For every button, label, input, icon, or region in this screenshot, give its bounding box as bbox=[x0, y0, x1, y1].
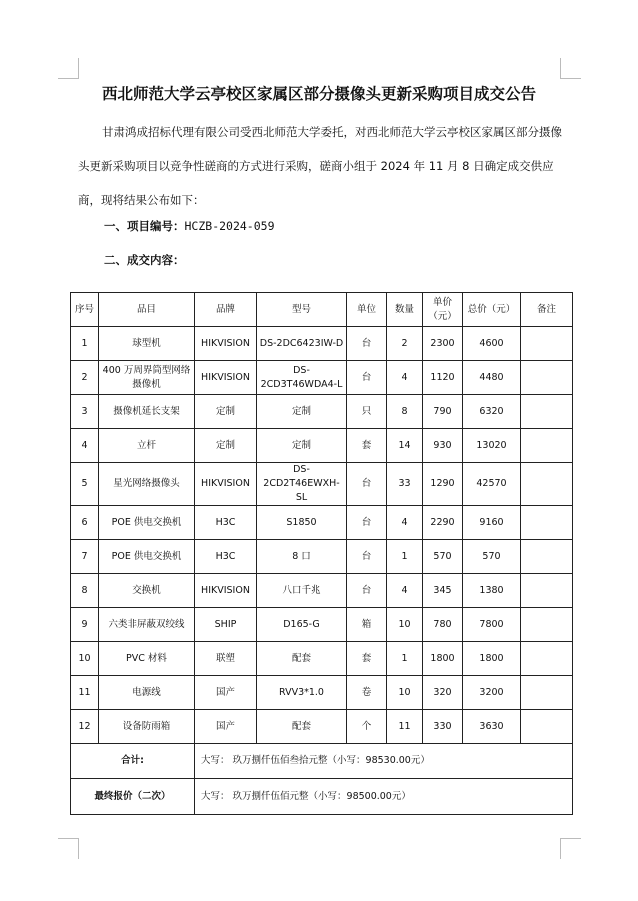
cell-brand: 国产 bbox=[195, 710, 257, 744]
header-price: 单价（元） bbox=[423, 293, 463, 327]
table-row bbox=[71, 608, 573, 642]
final-quote-row-label: 最终报价（二次） bbox=[71, 779, 195, 815]
cell-price: 2290 bbox=[423, 506, 463, 540]
total-sum-row-label: 合计: bbox=[71, 744, 195, 779]
cell-total: 3630 bbox=[463, 710, 521, 744]
cell-unit: 套 bbox=[347, 642, 387, 676]
cell-note bbox=[521, 463, 573, 506]
cell-total: 570 bbox=[463, 540, 521, 574]
project-number-value: HCZB-2024-059 bbox=[184, 219, 275, 233]
final-quote-row-value: 大写： 玖万捌仟伍佰元整（小写：98500.00元） bbox=[195, 779, 573, 815]
cell-no: 8 bbox=[71, 574, 99, 608]
header-model: 型号 bbox=[257, 293, 347, 327]
cell-price: 570 bbox=[423, 540, 463, 574]
cell-unit: 卷 bbox=[347, 676, 387, 710]
cell-qty: 4 bbox=[387, 574, 423, 608]
cell-unit: 只 bbox=[347, 395, 387, 429]
cell-unit: 台 bbox=[347, 574, 387, 608]
cell-qty: 8 bbox=[387, 395, 423, 429]
cell-qty: 14 bbox=[387, 429, 423, 463]
cell-price: 1120 bbox=[423, 361, 463, 395]
cell-unit: 箱 bbox=[347, 608, 387, 642]
cell-total: 3200 bbox=[463, 676, 521, 710]
intro-paragraph: 甘肃鸿成招标代理有限公司受西北师范大学委托，对西北师范大学云亭校区家属区部分摄像头更新采购项目以竞争性磋商的方式进行采购，磋商小组于 2024 年 11 月 8 日确定成交供应商，现将结果公布如下： bbox=[78, 125, 562, 207]
cell-model: 定制 bbox=[257, 429, 347, 463]
cell-brand: 联塑 bbox=[195, 642, 257, 676]
table-row bbox=[71, 506, 573, 540]
total-sum-row bbox=[71, 744, 573, 779]
cell-qty: 4 bbox=[387, 361, 423, 395]
cell-note bbox=[521, 574, 573, 608]
cell-brand: HIKVISION bbox=[195, 463, 257, 506]
cell-qty: 1 bbox=[387, 540, 423, 574]
cell-no: 12 bbox=[71, 710, 99, 744]
cell-model: D165-G bbox=[257, 608, 347, 642]
cell-model: 八口千兆 bbox=[257, 574, 347, 608]
cell-note bbox=[521, 540, 573, 574]
cell-brand: HIKVISION bbox=[195, 327, 257, 361]
header-total: 总价（元） bbox=[463, 293, 521, 327]
cell-no: 3 bbox=[71, 395, 99, 429]
corner-mark-bottom-left bbox=[58, 838, 79, 859]
cell-brand: SHIP bbox=[195, 608, 257, 642]
cell-model: 定制 bbox=[257, 395, 347, 429]
cell-total: 13020 bbox=[463, 429, 521, 463]
document-title: 西北师范大学云亭校区家属区部分摄像头更新采购项目成交公告 bbox=[101, 84, 536, 103]
cell-note bbox=[521, 642, 573, 676]
cell-name: 交换机 bbox=[99, 574, 195, 608]
cell-unit: 个 bbox=[347, 710, 387, 744]
header-brand: 品牌 bbox=[195, 293, 257, 327]
cell-note bbox=[521, 327, 573, 361]
cell-price: 345 bbox=[423, 574, 463, 608]
cell-price: 330 bbox=[423, 710, 463, 744]
corner-mark-bottom-right bbox=[560, 838, 581, 859]
section-deal-content: 二、成交内容： bbox=[104, 253, 185, 267]
cell-no: 7 bbox=[71, 540, 99, 574]
cell-model: DS-2CD3T46WDA4-L bbox=[257, 361, 347, 395]
cell-model: DS-2CD2T46EWXH-SL bbox=[257, 463, 347, 506]
table-row bbox=[71, 710, 573, 744]
cell-brand: H3C bbox=[195, 540, 257, 574]
cell-name: 摄像机延长支架 bbox=[99, 395, 195, 429]
cell-unit: 台 bbox=[347, 540, 387, 574]
cell-name: 设备防雨箱 bbox=[99, 710, 195, 744]
cell-unit: 套 bbox=[347, 429, 387, 463]
table-header-row bbox=[71, 293, 573, 327]
cell-model: 配套 bbox=[257, 710, 347, 744]
cell-note bbox=[521, 361, 573, 395]
cell-qty: 4 bbox=[387, 506, 423, 540]
cell-no: 10 bbox=[71, 642, 99, 676]
corner-mark-top-left bbox=[58, 58, 79, 79]
cell-note bbox=[521, 710, 573, 744]
section-project-number bbox=[104, 218, 275, 234]
cell-name: POE 供电交换机 bbox=[99, 506, 195, 540]
cell-qty: 1 bbox=[387, 642, 423, 676]
header-unit: 单位 bbox=[347, 293, 387, 327]
cell-name: PVC 材料 bbox=[99, 642, 195, 676]
cell-model: 8 口 bbox=[257, 540, 347, 574]
table-row bbox=[71, 429, 573, 463]
cell-unit: 台 bbox=[347, 463, 387, 506]
deal-items-body bbox=[71, 293, 573, 815]
header-no: 序号 bbox=[71, 293, 99, 327]
section-project-number-label: 一、项目编号： bbox=[104, 219, 185, 233]
deal-items-table bbox=[70, 292, 573, 815]
cell-no: 6 bbox=[71, 506, 99, 540]
cell-note bbox=[521, 676, 573, 710]
cell-model: DS-2DC6423IW-D bbox=[257, 327, 347, 361]
cell-price: 2300 bbox=[423, 327, 463, 361]
cell-note bbox=[521, 506, 573, 540]
cell-model: 配套 bbox=[257, 642, 347, 676]
cell-qty: 11 bbox=[387, 710, 423, 744]
cell-total: 1800 bbox=[463, 642, 521, 676]
total-sum-row-value: 大写： 玖万捌仟伍佰叁拾元整（小写：98530.00元） bbox=[195, 744, 573, 779]
table-row bbox=[71, 540, 573, 574]
table-row bbox=[71, 676, 573, 710]
cell-no: 11 bbox=[71, 676, 99, 710]
cell-price: 1800 bbox=[423, 642, 463, 676]
cell-total: 42570 bbox=[463, 463, 521, 506]
cell-name: 六类非屏蔽双绞线 bbox=[99, 608, 195, 642]
cell-price: 320 bbox=[423, 676, 463, 710]
cell-price: 790 bbox=[423, 395, 463, 429]
table-row bbox=[71, 574, 573, 608]
final-quote-row bbox=[71, 779, 573, 815]
cell-price: 1290 bbox=[423, 463, 463, 506]
cell-name: 400 万周界筒型网络摄像机 bbox=[99, 361, 195, 395]
cell-no: 2 bbox=[71, 361, 99, 395]
cell-price: 780 bbox=[423, 608, 463, 642]
cell-qty: 10 bbox=[387, 608, 423, 642]
cell-unit: 台 bbox=[347, 327, 387, 361]
cell-name: 电源线 bbox=[99, 676, 195, 710]
cell-unit: 台 bbox=[347, 361, 387, 395]
cell-brand: 定制 bbox=[195, 395, 257, 429]
cell-qty: 33 bbox=[387, 463, 423, 506]
cell-no: 1 bbox=[71, 327, 99, 361]
cell-brand: HIKVISION bbox=[195, 361, 257, 395]
cell-note bbox=[521, 395, 573, 429]
cell-total: 9160 bbox=[463, 506, 521, 540]
cell-brand: 定制 bbox=[195, 429, 257, 463]
corner-mark-top-right bbox=[560, 58, 581, 79]
table-row bbox=[71, 395, 573, 429]
cell-brand: 国产 bbox=[195, 676, 257, 710]
table-row bbox=[71, 463, 573, 506]
cell-brand: H3C bbox=[195, 506, 257, 540]
cell-brand: HIKVISION bbox=[195, 574, 257, 608]
cell-unit: 台 bbox=[347, 506, 387, 540]
cell-note bbox=[521, 429, 573, 463]
cell-model: RVV3*1.0 bbox=[257, 676, 347, 710]
header-note: 备注 bbox=[521, 293, 573, 327]
table-row bbox=[71, 361, 573, 395]
cell-no: 9 bbox=[71, 608, 99, 642]
cell-price: 930 bbox=[423, 429, 463, 463]
cell-qty: 2 bbox=[387, 327, 423, 361]
cell-total: 6320 bbox=[463, 395, 521, 429]
cell-name: 立杆 bbox=[99, 429, 195, 463]
cell-total: 1380 bbox=[463, 574, 521, 608]
cell-name: 球型机 bbox=[99, 327, 195, 361]
header-qty: 数量 bbox=[387, 293, 423, 327]
header-name: 品目 bbox=[99, 293, 195, 327]
table-row bbox=[71, 642, 573, 676]
cell-qty: 10 bbox=[387, 676, 423, 710]
cell-no: 4 bbox=[71, 429, 99, 463]
cell-note bbox=[521, 608, 573, 642]
cell-total: 4480 bbox=[463, 361, 521, 395]
cell-name: 星光网络摄像头 bbox=[99, 463, 195, 506]
cell-model: S1850 bbox=[257, 506, 347, 540]
cell-name: POE 供电交换机 bbox=[99, 540, 195, 574]
cell-no: 5 bbox=[71, 463, 99, 506]
cell-total: 4600 bbox=[463, 327, 521, 361]
cell-total: 7800 bbox=[463, 608, 521, 642]
table-row bbox=[71, 327, 573, 361]
